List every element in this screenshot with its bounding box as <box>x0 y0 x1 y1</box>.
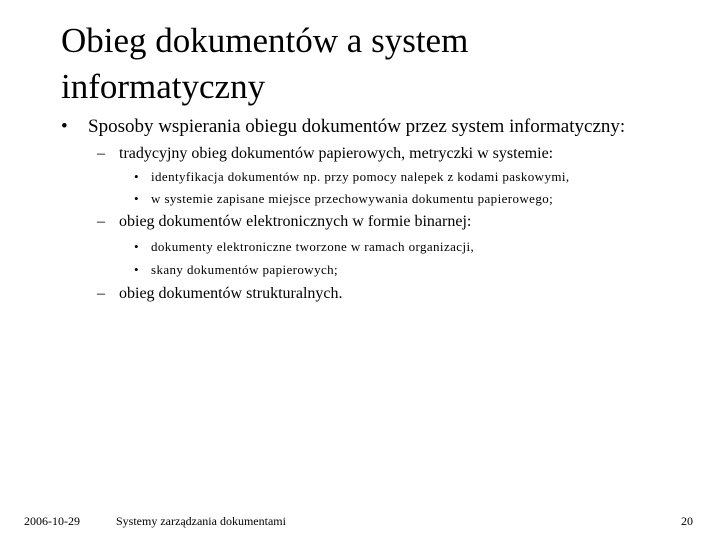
dash-marker: – <box>97 285 105 302</box>
main-bullet-text: Sposoby wspierania obiegu dokumentów przez system informatyczny: <box>88 116 626 137</box>
footer-date: 2006-10-29 <box>24 514 80 528</box>
bullet-marker: • <box>61 116 68 137</box>
footer-page-number: 20 <box>681 514 693 528</box>
subpoint-text: tradycyjny obieg dokumentów papierowych, metryczki w systemie: <box>119 145 554 162</box>
dash-marker: – <box>97 145 105 162</box>
detail-text: skany dokumentów papierowych; <box>151 262 339 277</box>
bullet-marker: • <box>134 262 139 277</box>
detail-text: w systemie zapisane miejsce przechowywania dokumentu papierowego; <box>151 191 554 206</box>
slide-title <box>61 18 661 110</box>
bullet-marker: • <box>134 169 139 184</box>
slide-title-line-2: informatyczny <box>61 67 266 106</box>
subpoint-text: obieg dokumentów strukturalnych. <box>119 285 343 302</box>
footer-title: Systemy zarządzania dokumentami <box>116 514 286 528</box>
slide-title-line-1: Obieg dokumentów a system <box>61 21 469 60</box>
dash-marker: – <box>97 213 105 230</box>
subpoint-text: obieg dokumentów elektronicznych w formie binarnej: <box>119 213 472 230</box>
detail-text: dokumenty elektroniczne tworzone w ramach organizacji, <box>151 239 475 254</box>
bullet-marker: • <box>134 191 139 206</box>
detail-text: identyfikacja dokumentów np. przy pomocy nalepek z kodami paskowymi, <box>151 169 570 184</box>
bullet-marker: • <box>134 239 139 254</box>
